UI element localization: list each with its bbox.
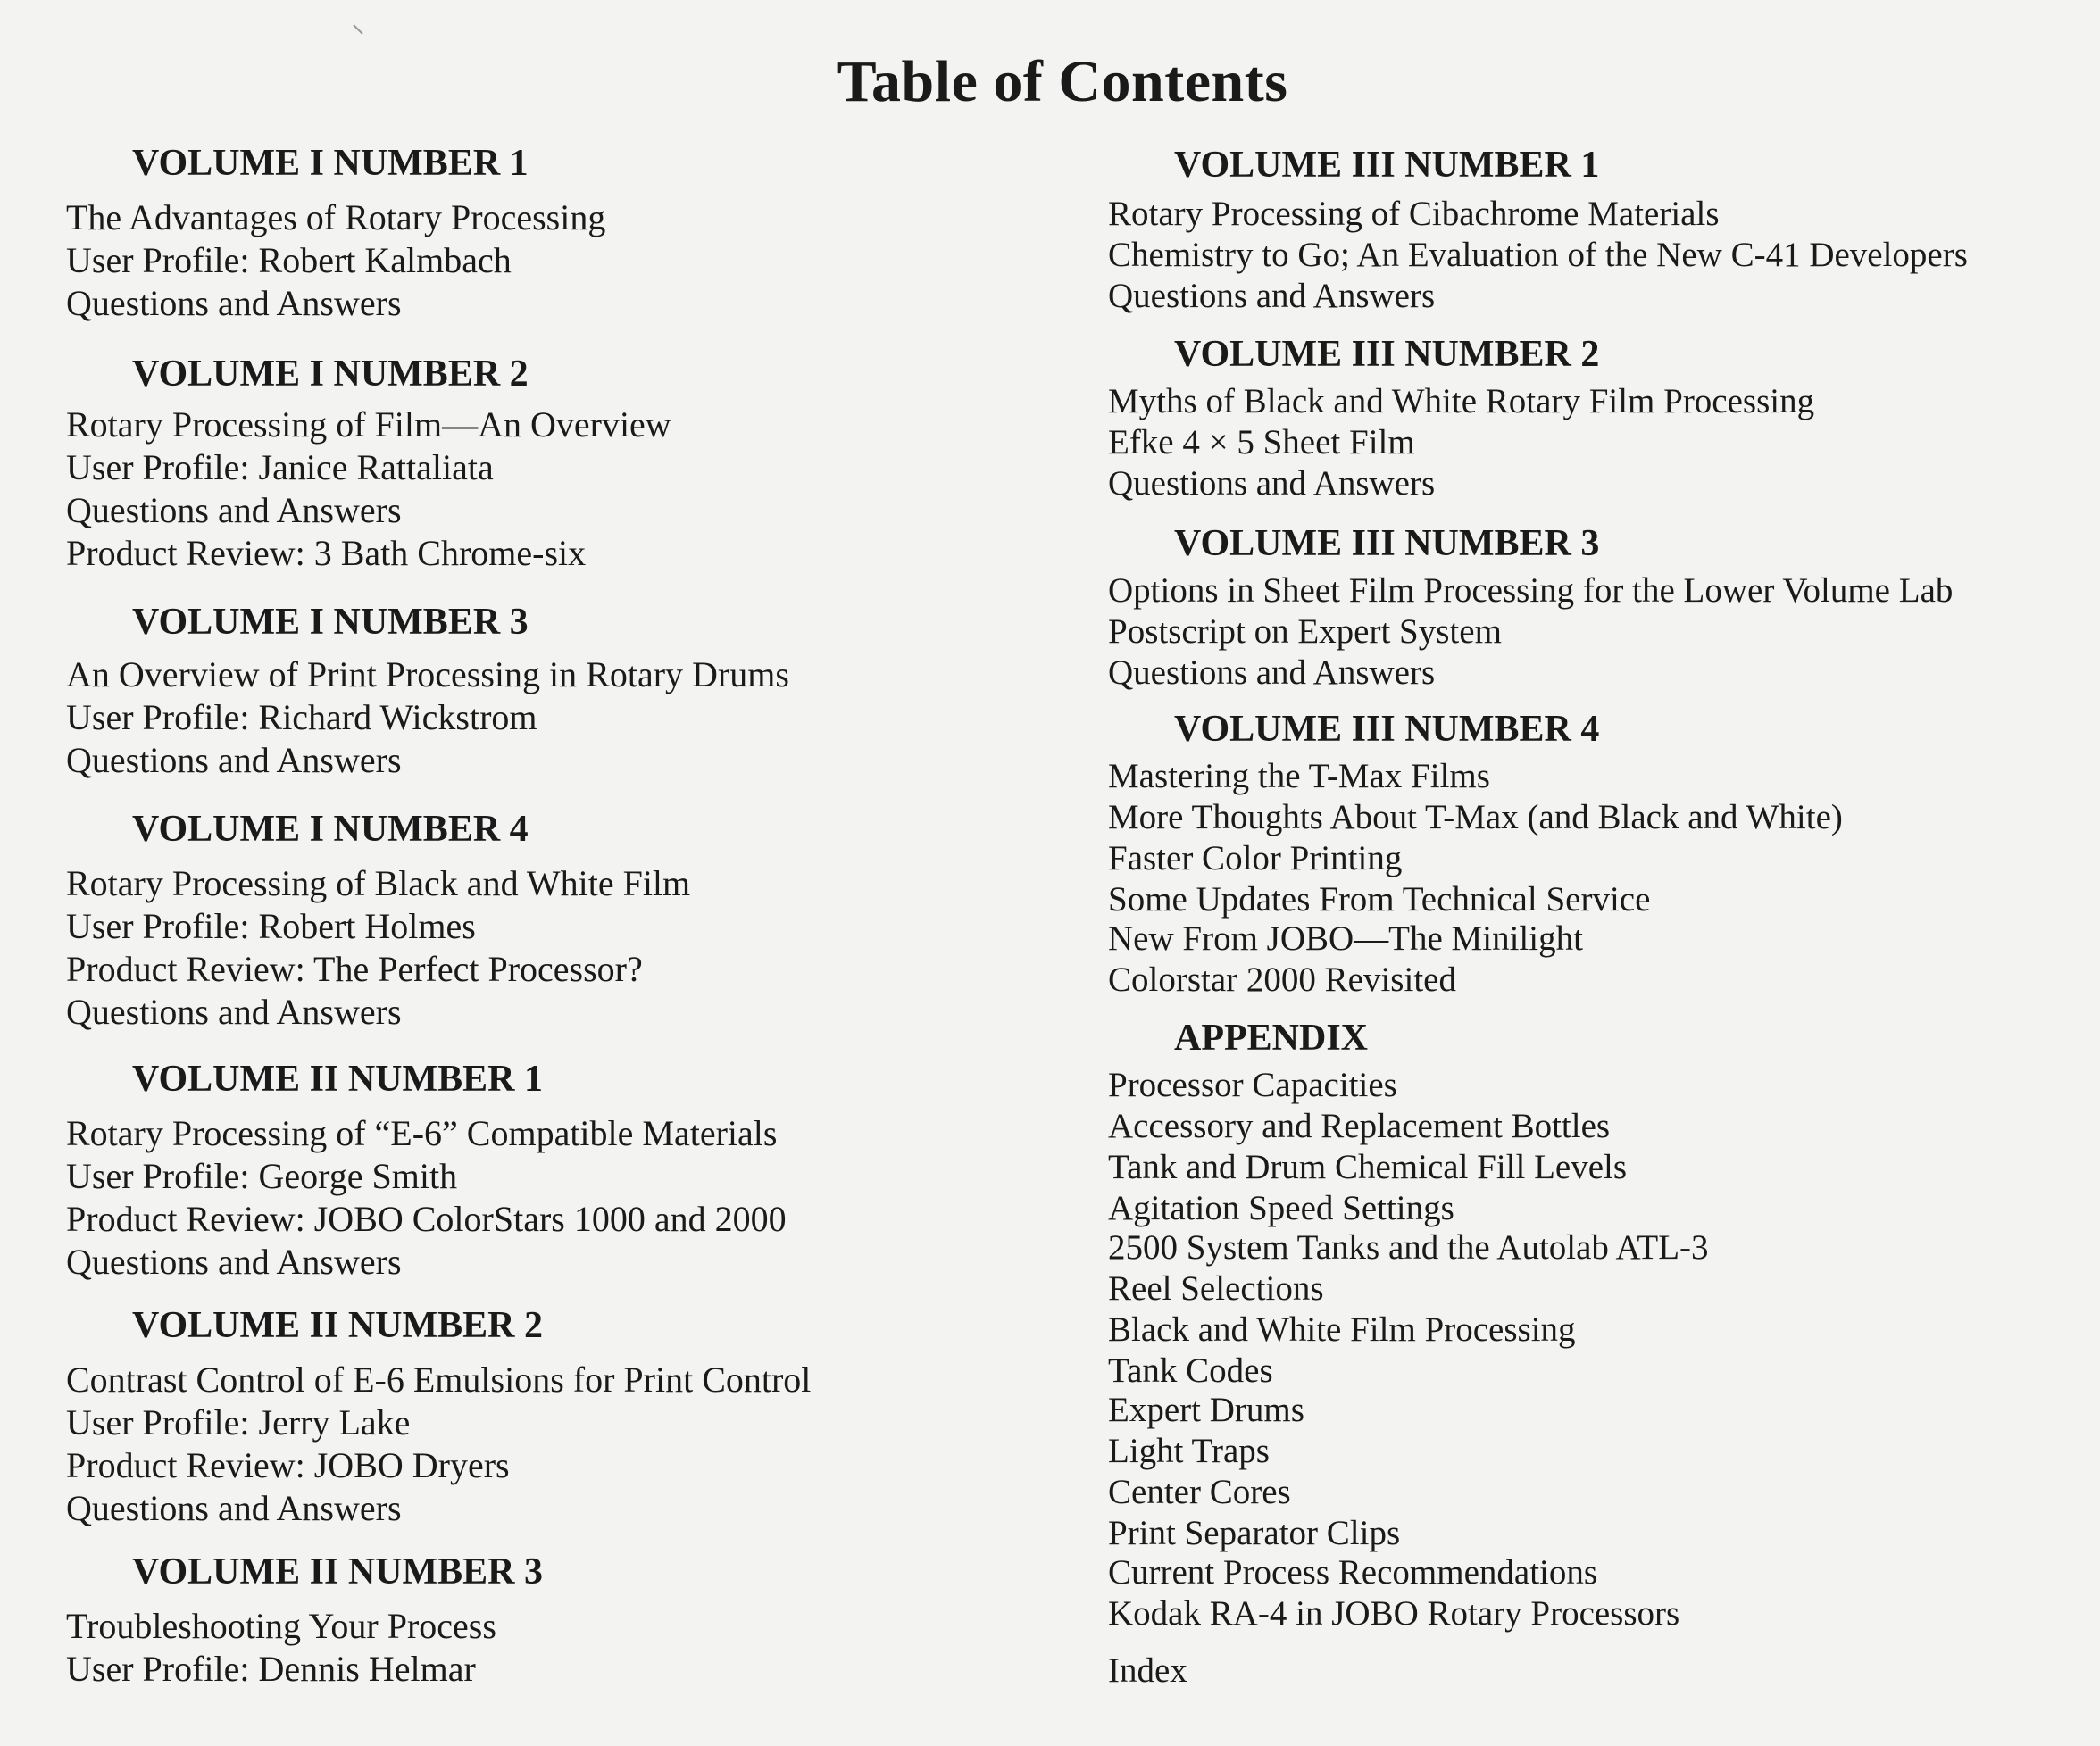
section-heading: APPENDIX: [1174, 1018, 1368, 1059]
section-heading: VOLUME I NUMBER 3: [132, 602, 529, 643]
section-heading: VOLUME II NUMBER 1: [132, 1059, 544, 1100]
toc-entry: Faster Color Printing: [1108, 839, 1403, 877]
toc-entry: Product Review: 3 Bath Chrome-six: [66, 533, 587, 573]
toc-entry: Questions and Answers: [1108, 464, 1436, 503]
toc-entry: Postscript on Expert System: [1108, 612, 1502, 651]
toc-entry: Reel Selections: [1108, 1269, 1324, 1308]
toc-entry: User Profile: Richard Wickstrom: [66, 697, 538, 737]
toc-entry: Tank and Drum Chemical Fill Levels: [1108, 1148, 1628, 1186]
toc-entry: Questions and Answers: [1108, 277, 1436, 315]
toc-entry: Chemistry to Go; An Evaluation of the New C-41 Developers: [1108, 236, 1968, 274]
toc-entry: Kodak RA-4 in JOBO Rotary Processors: [1108, 1594, 1680, 1633]
toc-entry: Accessory and Replacement Bottles: [1108, 1107, 1611, 1145]
toc-entry: Questions and Answers: [66, 1488, 402, 1528]
toc-entry: Processor Capacities: [1108, 1066, 1397, 1104]
section-heading: VOLUME I NUMBER 2: [132, 353, 529, 395]
toc-entry: Contrast Control of E-6 Emulsions for Print Control: [66, 1359, 812, 1400]
toc-entry: User Profile: Robert Holmes: [66, 906, 476, 946]
toc-entry: User Profile: Jerry Lake: [66, 1402, 411, 1443]
toc-entry: Questions and Answers: [1108, 653, 1436, 692]
toc-entry: Product Review: JOBO ColorStars 1000 and 2000: [66, 1199, 787, 1239]
toc-entry: Efke 4 × 5 Sheet Film: [1108, 423, 1415, 461]
toc-entry-index: Index: [1108, 1651, 1188, 1690]
toc-entry: User Profile: Robert Kalmbach: [66, 240, 512, 280]
toc-entry: User Profile: Janice Rattaliata: [66, 447, 494, 487]
toc-entry: Expert Drums: [1108, 1391, 1304, 1429]
toc-entry: Center Cores: [1108, 1473, 1291, 1511]
toc-entry: Product Review: JOBO Dryers: [66, 1445, 510, 1485]
toc-entry: Questions and Answers: [66, 283, 402, 323]
toc-entry: Product Review: The Perfect Processor?: [66, 949, 643, 989]
toc-entry: Troubleshooting Your Process: [66, 1606, 496, 1646]
toc-entry: Rotary Processing of Black and White Film: [66, 863, 691, 903]
page-title: Table of Contents: [837, 49, 1288, 114]
toc-entry: Myths of Black and White Rotary Film Processing: [1108, 382, 1815, 420]
toc-entry: Rotary Processing of Cibachrome Materials: [1108, 195, 1720, 233]
toc-entry: 2500 System Tanks and the Autolab ATL-3: [1108, 1228, 1709, 1267]
toc-entry: Print Separator Clips: [1108, 1514, 1401, 1552]
section-heading: VOLUME III NUMBER 2: [1174, 334, 1600, 375]
toc-entry: Questions and Answers: [66, 992, 402, 1032]
toc-entry: Rotary Processing of “E-6” Compatible Materials: [66, 1113, 778, 1153]
toc-entry: Questions and Answers: [66, 490, 402, 530]
section-heading: VOLUME I NUMBER 1: [132, 143, 529, 184]
toc-entry: Rotary Processing of Film—An Overview: [66, 404, 671, 445]
toc-entry: Options in Sheet Film Processing for the Lower Volume Lab: [1108, 571, 1954, 610]
toc-entry: Black and White Film Processing: [1108, 1310, 1576, 1349]
toc-entry: Some Updates From Technical Service: [1108, 880, 1651, 919]
toc-entry: The Advantages of Rotary Processing: [66, 197, 606, 237]
toc-entry: Light Traps: [1108, 1432, 1270, 1470]
toc-entry: New From JOBO—The Minilight: [1108, 919, 1583, 958]
toc-entry: Mastering the T-Max Films: [1108, 757, 1490, 795]
toc-entry: More Thoughts About T-Max (and Black and White): [1108, 798, 1843, 836]
toc-entry: Current Process Recommendations: [1108, 1553, 1598, 1592]
section-heading: VOLUME II NUMBER 2: [132, 1305, 544, 1346]
toc-entry: Tank Codes: [1108, 1351, 1273, 1390]
section-heading: VOLUME III NUMBER 4: [1174, 709, 1600, 750]
toc-entry: Questions and Answers: [66, 1242, 402, 1282]
section-heading: VOLUME II NUMBER 3: [132, 1551, 544, 1592]
toc-entry: Agitation Speed Settings: [1108, 1189, 1454, 1227]
section-heading: VOLUME III NUMBER 1: [1174, 145, 1600, 186]
section-heading: VOLUME I NUMBER 4: [132, 809, 529, 850]
toc-entry: User Profile: Dennis Helmar: [66, 1649, 476, 1689]
toc-entry: An Overview of Print Processing in Rotary Drums: [66, 654, 789, 694]
scan-speck-mark: [352, 23, 364, 36]
toc-entry: Colorstar 2000 Revisited: [1108, 960, 1456, 999]
toc-entry: User Profile: George Smith: [66, 1156, 458, 1196]
section-heading: VOLUME III NUMBER 3: [1174, 523, 1600, 564]
toc-entry: Questions and Answers: [66, 740, 402, 780]
